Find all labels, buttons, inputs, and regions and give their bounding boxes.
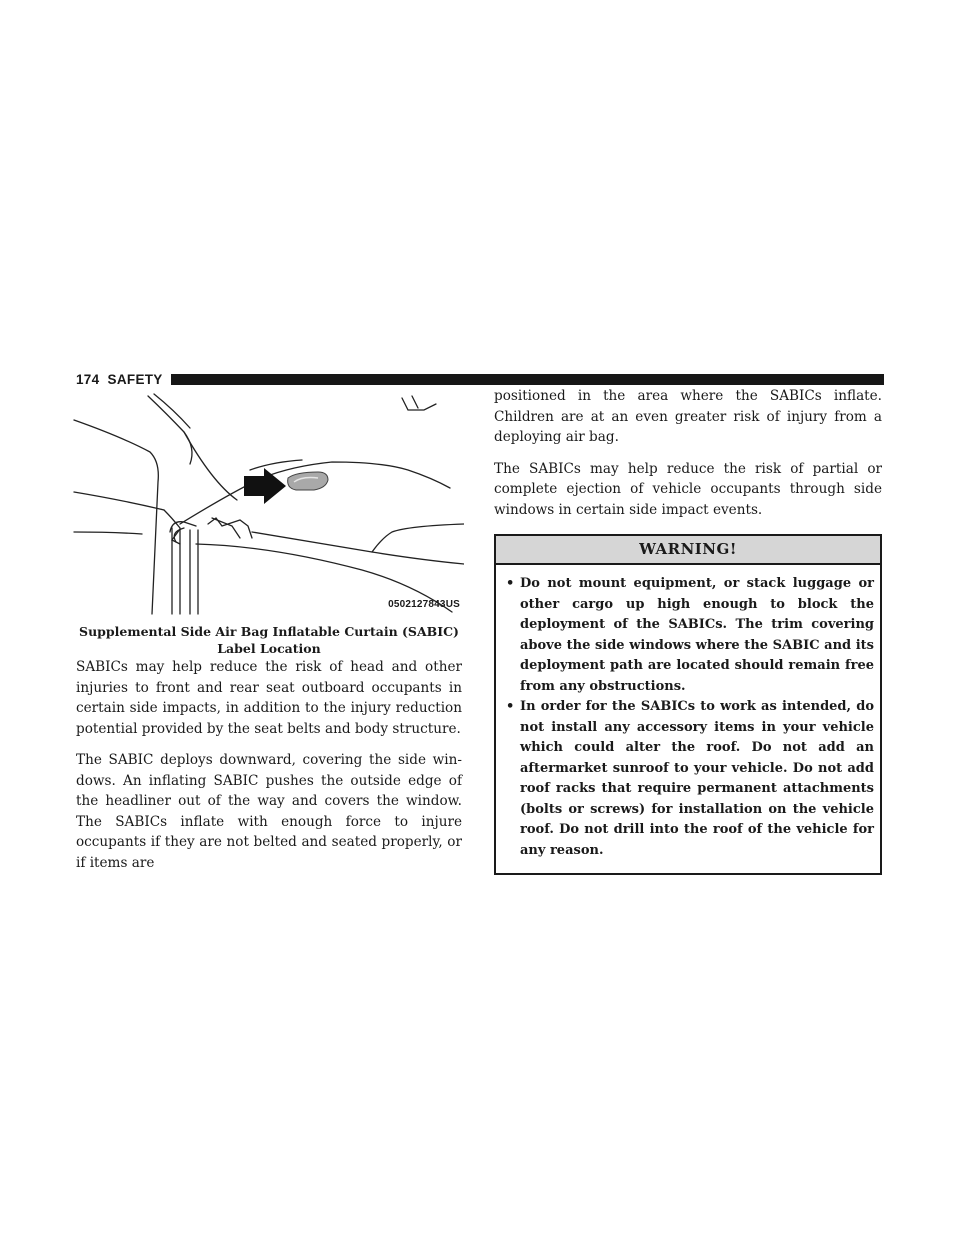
figure-caption: [76, 623, 462, 657]
paragraph: The SABICs may help reduce the risk of partial or complete ejection of vehicle occupants through side windows in certain side impact events.: [494, 460, 882, 518]
bullet-icon: •: [506, 699, 515, 714]
section-title: SAFETY: [107, 371, 163, 387]
warning-item: [506, 697, 874, 861]
figure-code: 0502127843US: [388, 599, 460, 610]
left-column: [76, 657, 462, 884]
warning-list: [496, 565, 880, 873]
paragraph: The SABIC deploys downward, covering the side windows. An inflating SABIC pushes the outside edge of the headliner out of the way and covers the window. The SABICs inflate with enough force to injure occupants if they are not belted and seated properly, or if items are: [76, 752, 462, 871]
warning-item: [506, 574, 874, 697]
sabic-label-figure: [72, 392, 464, 618]
page-number: 174: [76, 371, 100, 387]
right-column: [494, 386, 882, 875]
header-rule: [171, 374, 884, 385]
page-header: [76, 371, 884, 387]
page-header-label: [76, 372, 163, 387]
warning-item-text: Do not mount equipment, or stack luggage or other cargo up high enough to block the deployment of the SABICs. The trim covering above the side windows where the SABIC and its deployment path are located should remain free from any obstructions.: [520, 576, 874, 694]
warning-item-text: In order for the SABICs to work as intended, do not install any accessory items in your vehicle which could alter the roof. Do not add an aftermarket sunroof to your vehicle. Do not add roof racks that require permanent attachments (bolts or screws) for installation on the vehicle roof. Do not drill into the roof of the vehicle for any reason.: [520, 699, 874, 858]
arrow-icon: [244, 468, 286, 504]
paragraph: SABICs may help reduce the risk of head and other injuries to front and rear seat outboard occupants in certain side impacts, in addition to the injury reduction potential provided by the seat belts and body structure.: [76, 659, 462, 737]
bullet-icon: •: [506, 576, 515, 591]
sabic-label-icon: [288, 472, 328, 490]
vehicle-interior-illustration: [72, 392, 464, 618]
warning-box: [494, 534, 882, 875]
paragraph: positioned in the area where the SABICs inflate. Children are at an even greater risk of injury from a deploying air bag.: [494, 388, 882, 445]
warning-title: WARNING!: [496, 536, 880, 565]
caption-line-1: Supplemental Side Air Bag Inflatable Curtain (SABIC): [79, 624, 459, 639]
caption-line-2: Label Location: [217, 641, 321, 656]
